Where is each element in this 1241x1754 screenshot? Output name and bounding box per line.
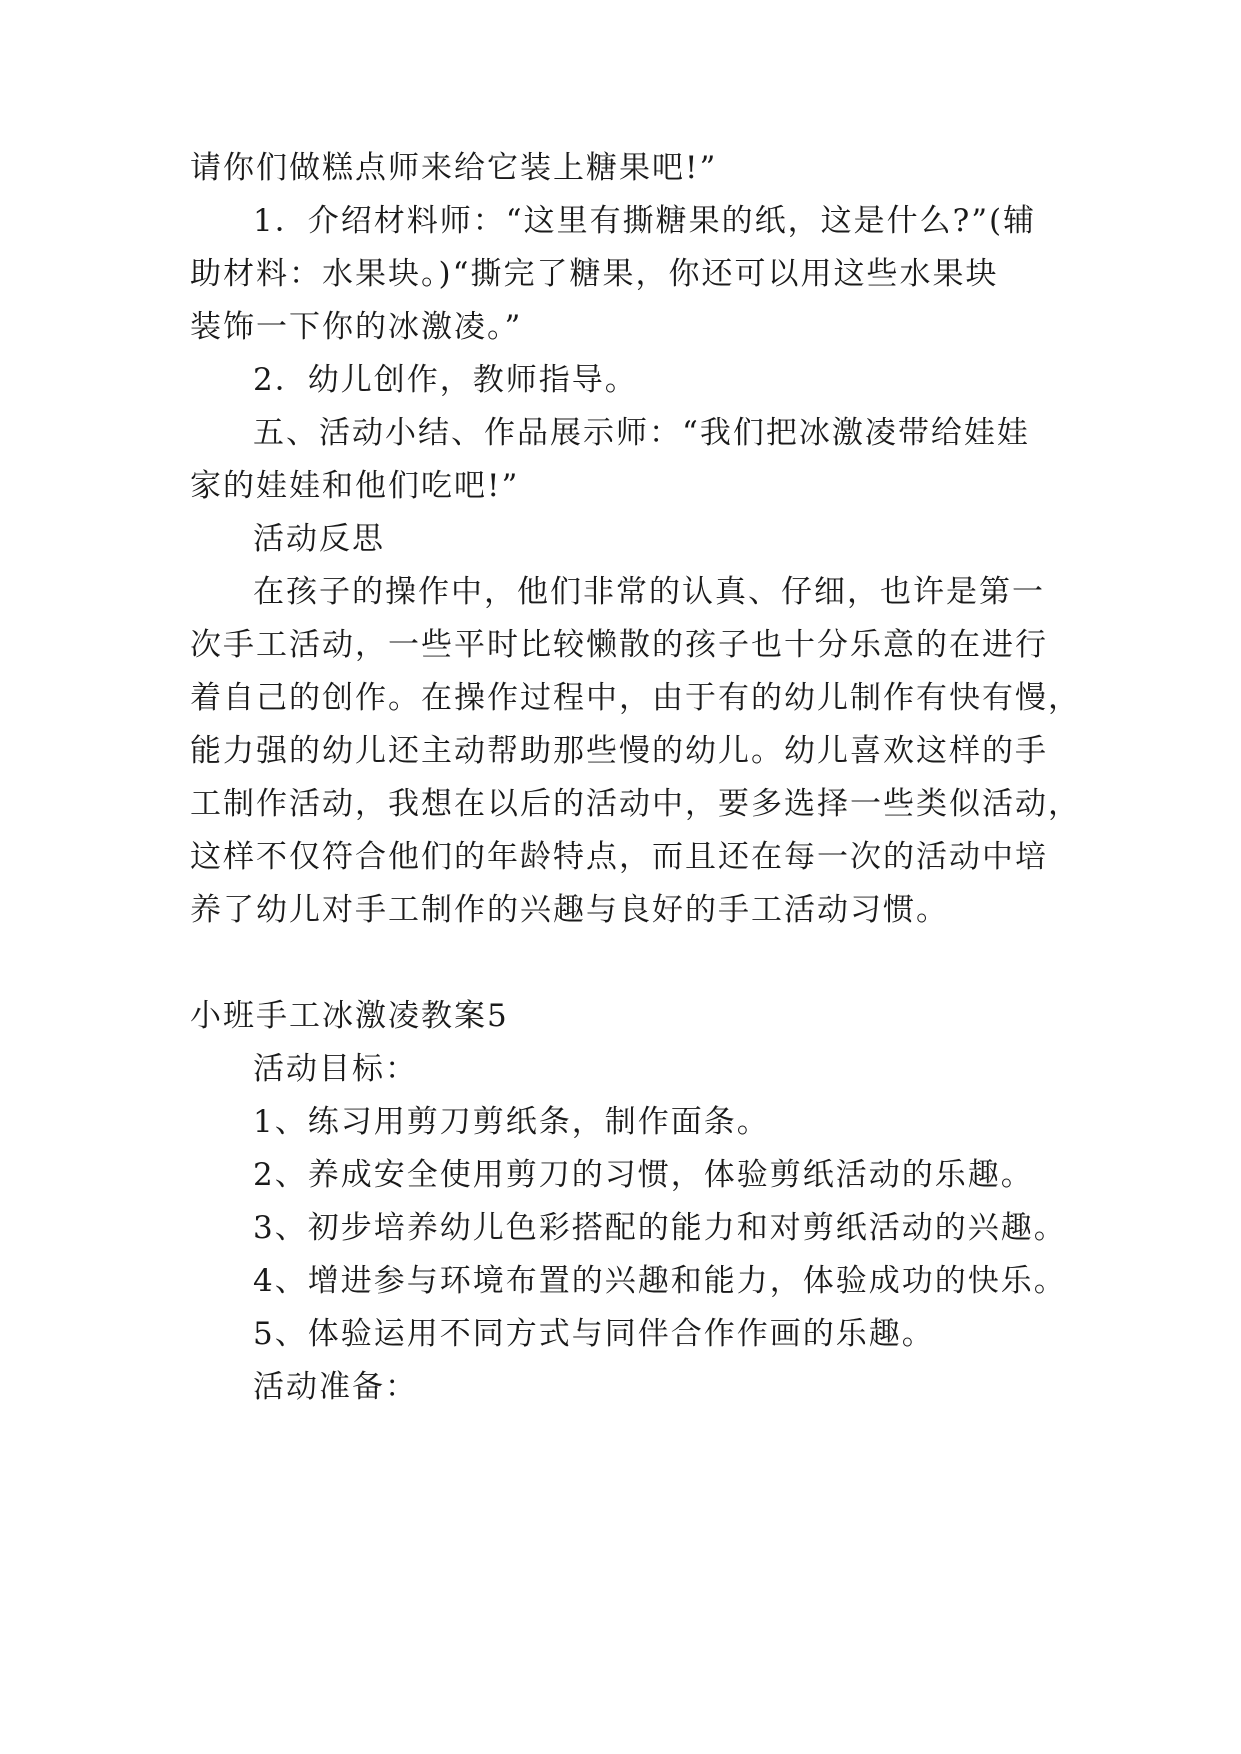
- paragraph-line: 养了幼儿对手工制作的兴趣与良好的手工活动习惯。: [190, 892, 949, 928]
- paragraph-line: 1．介绍材料师：“这里有撕糖果的纸，这是什么?”(辅: [253, 203, 1037, 239]
- list-item: 2、养成安全使用剪刀的习惯，体验剪纸活动的乐趣。: [253, 1157, 1034, 1193]
- paragraph-line: 五、活动小结、作品展示师：“我们把冰激凌带给娃娃: [253, 415, 1030, 451]
- paragraph-line: 能力强的幼儿还主动帮助那些慢的幼儿。幼儿喜欢这样的手: [190, 733, 1048, 769]
- paragraph-line: 家的娃娃和他们吃吧!”: [190, 468, 520, 504]
- paragraph-line: 请你们做糕点师来给它装上糖果吧!”: [190, 150, 718, 186]
- paragraph-line: 2．幼儿创作，教师指导。: [253, 362, 638, 398]
- section-heading: 活动反思: [253, 521, 385, 557]
- paragraph-line: 在孩子的操作中，他们非常的认真、仔细，也许是第一: [253, 574, 1045, 610]
- paragraph-line: 次手工活动，一些平时比较懒散的孩子也十分乐意的在进行: [190, 627, 1048, 663]
- list-item: 3、初步培养幼儿色彩搭配的能力和对剪纸活动的兴趣。: [253, 1210, 1067, 1246]
- list-item: 4、增进参与环境布置的兴趣和能力，体验成功的快乐。: [253, 1263, 1067, 1299]
- list-item: 5、体验运用不同方式与同伴合作作画的乐趣。: [253, 1316, 935, 1352]
- section-heading: 活动准备：: [253, 1369, 418, 1405]
- paragraph-line: 工制作活动，我想在以后的活动中，要多选择一些类似活动，: [190, 786, 1081, 822]
- paragraph-line: 助材料：水果块。)“撕完了糖果，你还可以用这些水果块: [190, 256, 999, 292]
- paragraph-line: 这样不仅符合他们的年龄特点，而且还在每一次的活动中培: [190, 839, 1048, 875]
- paragraph-line: 装饰一下你的冰激凌。”: [190, 309, 523, 345]
- list-item: 1、练习用剪刀剪纸条，制作面条。: [253, 1104, 770, 1140]
- document-title: 小班手工冰激凌教案5: [190, 998, 509, 1034]
- section-heading: 活动目标：: [253, 1051, 418, 1087]
- paragraph-line: 着自己的创作。在操作过程中，由于有的幼儿制作有快有慢，: [190, 680, 1081, 716]
